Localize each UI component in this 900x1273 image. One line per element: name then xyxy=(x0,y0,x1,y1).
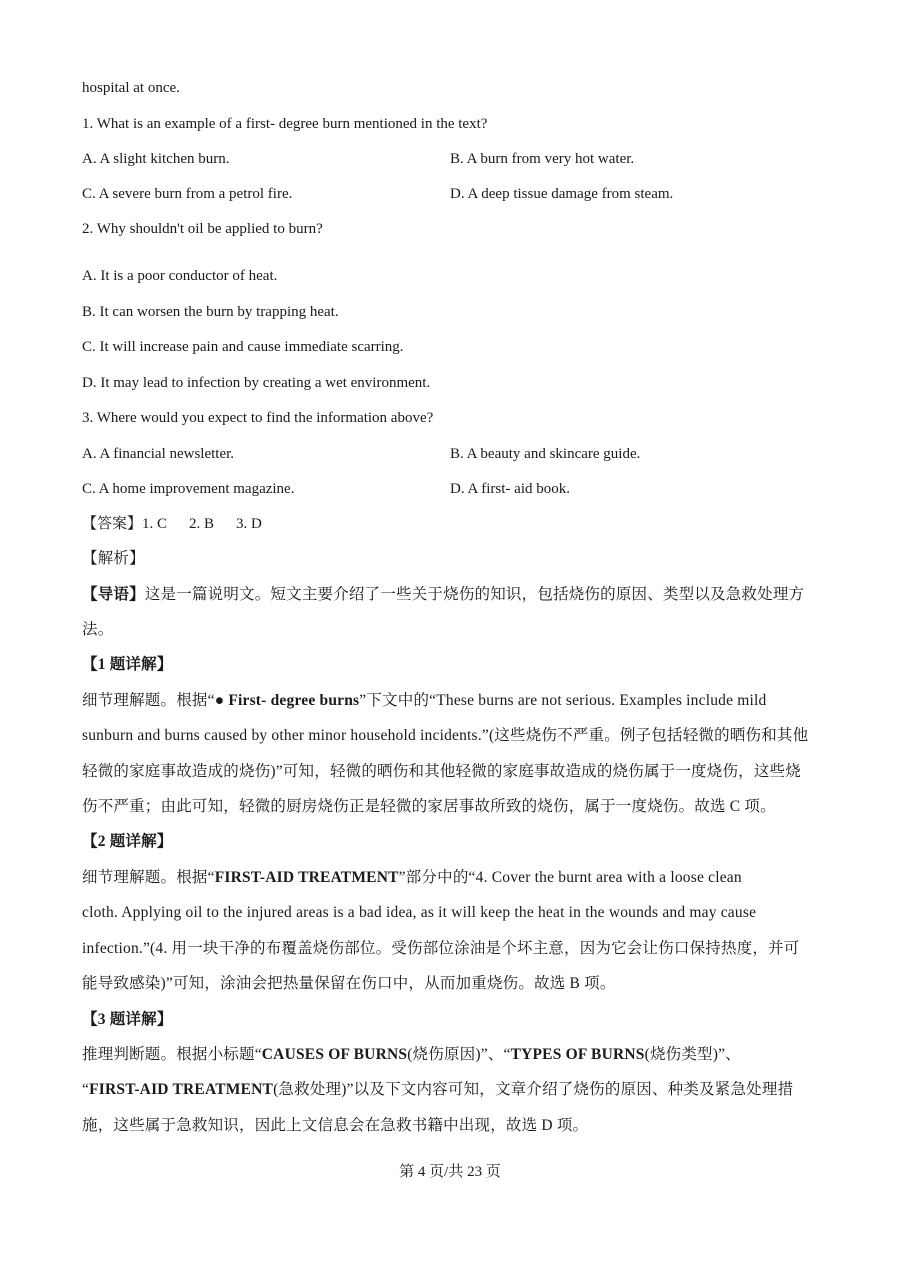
question-3-option-d: D. A first- aid book. xyxy=(450,481,570,497)
q1-line1-pre: 细节理解题。根据“ xyxy=(82,692,215,709)
answer-line xyxy=(82,514,284,534)
question-3-stem: 3. Where would you expect to find the information above? xyxy=(82,410,434,426)
guide-line-2: 法。 xyxy=(82,621,114,638)
q1-detail-line-3: 轻微的家庭事故造成的烧伤)”可知，轻微的晒伤和其他轻微的家庭事故造成的烧伤属于一度烧伤，这些烧 xyxy=(82,763,801,780)
question-2-option-d: D. It may lead to infection by creating a wet environment. xyxy=(82,375,431,391)
q3-line2-c: (急救处理)”以及下文内容可知，文章介绍了烧伤的原因、种类及紧急处理措 xyxy=(273,1081,794,1098)
question-2-option-a: A. It is a poor conductor of heat. xyxy=(82,268,278,284)
q1-line1-bold: ● First- degree burns xyxy=(214,692,360,709)
q1-line1-post: ”下文中的“These burns are not serious. Examples include mild xyxy=(359,692,767,709)
question-1-stem: 1. What is an example of a first- degree burn mentioned in the text? xyxy=(82,116,488,132)
q3-line1-d: (烧伤类型)”、 xyxy=(644,1046,741,1063)
q1-label-text: 【1 题详解】 xyxy=(82,656,173,673)
answer-item: 1. C xyxy=(142,516,168,532)
q3-detail-line-2 xyxy=(82,1080,793,1100)
q3-line1-bold-1: CAUSES OF BURNS xyxy=(261,1046,408,1063)
page-footer: 第 4 页/共 23 页 xyxy=(399,1164,501,1180)
analysis-label: 【解析】 xyxy=(82,550,145,567)
question-2-stem: 2. Why shouldn't oil be applied to burn? xyxy=(82,221,323,237)
question-3-option-a: A. A financial newsletter. xyxy=(82,446,235,462)
question-2-option-c: C. It will increase pain and cause immediate scarring. xyxy=(82,339,404,355)
q2-line1-pre: 细节理解题。根据“ xyxy=(82,869,215,886)
q3-detail-line-1 xyxy=(82,1045,741,1065)
q2-detail-line-3: infection.”(4. 用一块干净的布覆盖烧伤部位。受伤部位涂油是个坏主意，因为它会让伤口保持热度，并可 xyxy=(82,940,800,957)
question-1-option-b: B. A burn from very hot water. xyxy=(450,151,635,167)
q3-line1-bold-2: TYPES OF BURNS xyxy=(510,1046,645,1063)
q2-label-text: 【2 题详解】 xyxy=(82,833,173,850)
q2-detail-line-2: cloth. Applying oil to the injured areas is a bad idea, as it will keep the heat in the wounds and may cause xyxy=(82,904,757,921)
question-3-option-b: B. A beauty and skincare guide. xyxy=(450,446,641,462)
q1-detail-line-4: 伤不严重；由此可知，轻微的厨房烧伤正是轻微的家居事故所致的烧伤，属于一度烧伤。故选 C 项。 xyxy=(82,798,776,815)
answer-label: 【答案】 xyxy=(82,516,143,532)
guide-text: 这是一篇说明文。短文主要介绍了一些关于烧伤的知识，包括烧伤的原因、类型以及急救处理方 xyxy=(144,586,805,603)
q2-line1-bold: FIRST-AID TREATMENT xyxy=(214,869,399,886)
q3-detail-line-3: 施，这些属于急救知识，因此上文信息会在急救书籍中出现，故选 D 项。 xyxy=(82,1117,589,1134)
question-1-option-c: C. A severe burn from a petrol fire. xyxy=(82,186,293,202)
answer-item: 3. D xyxy=(236,516,262,532)
q3-line2-a: “ xyxy=(82,1081,90,1098)
question-1-option-d: D. A deep tissue damage from steam. xyxy=(450,186,674,202)
guide-line-1 xyxy=(82,585,804,605)
q1-detail-label xyxy=(82,655,173,675)
question-3-option-c: C. A home improvement magazine. xyxy=(82,481,295,497)
q3-detail-label xyxy=(82,1010,173,1030)
intro-tail: hospital at once. xyxy=(82,80,180,96)
question-1-option-a: A. A slight kitchen burn. xyxy=(82,151,230,167)
answer-item: 2. B xyxy=(189,516,215,532)
q2-line1-post: ”部分中的“4. Cover the burnt area with a loose clean xyxy=(398,869,742,886)
q2-detail-line-4: 能导致感染)”可知，涂油会把热量保留在伤口中，从而加重烧伤。故选 B 项。 xyxy=(82,975,616,992)
q2-detail-label xyxy=(82,832,173,852)
q2-detail-line-1 xyxy=(82,868,742,888)
guide-label: 【导语】 xyxy=(82,586,145,603)
q1-detail-line-2: sunburn and burns caused by other minor household incidents.”(这些烧伤不严重。例子包括轻微的晒伤和其他 xyxy=(82,727,809,744)
q1-detail-line-1 xyxy=(82,691,766,711)
q3-label-text: 【3 题详解】 xyxy=(82,1011,173,1028)
question-2-option-b: B. It can worsen the burn by trapping heat. xyxy=(82,304,339,320)
q3-line2-bold: FIRST-AID TREATMENT xyxy=(89,1081,274,1098)
q3-line1-a: 推理判断题。根据小标题“ xyxy=(82,1046,262,1063)
q3-line1-c: (烧伤原因)”、“ xyxy=(407,1046,511,1063)
